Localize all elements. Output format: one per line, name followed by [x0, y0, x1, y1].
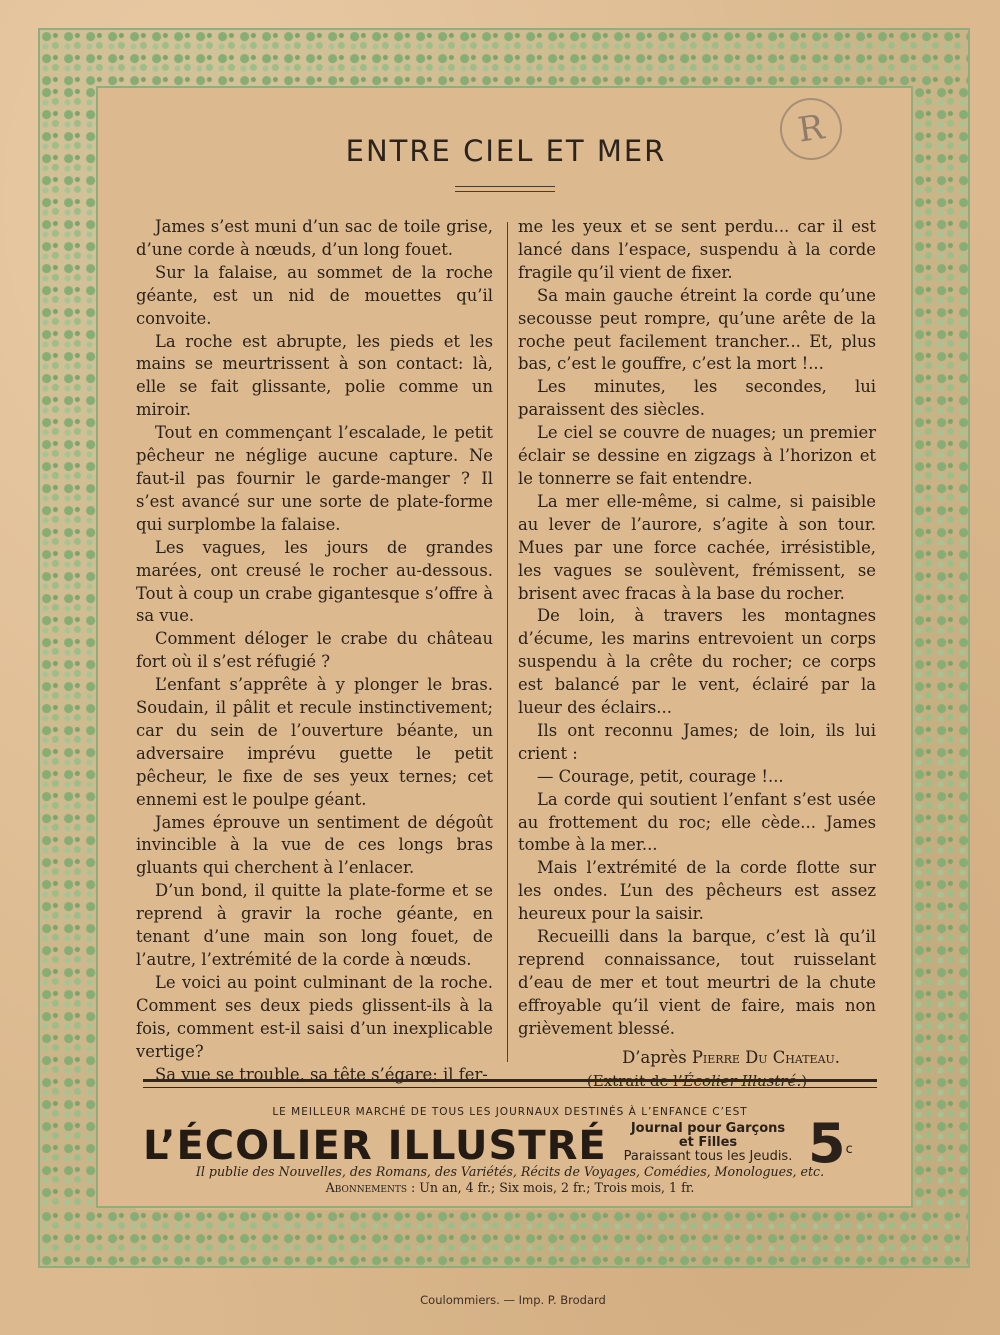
subscriptions-label: Abonnements — [325, 1180, 408, 1195]
left-paragraph-6: Comment déloger le crabe du château fort où il s’est réfugié ? — [136, 629, 493, 672]
advert-contents: Il publie des Nouvelles, des Romans, des Variétés, Récits de Voyages, Comédies, Monologues, etc. — [195, 1164, 825, 1179]
left-paragraph-3: La roche est abrupte, les pieds et les mains se meurtrissent à son contact: là, elle se fait glissante, polie comme un miroir. — [136, 331, 493, 420]
extract-suffix: ) — [801, 1071, 808, 1090]
left-paragraph-7: L’enfant s’apprête à y plonger le bras. Soudain, il pâlit et recule instinctivement; car du sein de l’ouverture béante, un adversaire imprévu guette le petit pêcheur, le fixe de ses yeux ternes; cet ennemi est le poulpe géant. — [136, 675, 493, 809]
section-double-rule — [143, 1079, 877, 1088]
floral-border-right — [913, 86, 968, 1210]
advert-desc-line-1: Journal pour Garçons — [630, 1121, 786, 1136]
signature-prefix: D’après — [622, 1047, 687, 1067]
left-paragraph-9: D’un bond, il quitte la plate-forme et se reprend à gravir la roche géante, en tenant d’une main son long fouet, de l’autre, l’extrémité de la corde à nœuds. — [136, 881, 493, 969]
floral-border-bottom — [40, 1210, 968, 1266]
right-paragraph-3: Le ciel se couvre de nuages; un premier éclair se dessine en zigzags à l’horizon et le tonnerre se fait entendre. — [518, 423, 876, 488]
column-divider — [507, 222, 508, 1062]
advert-description — [613, 1122, 803, 1164]
price-unit: c — [845, 1142, 853, 1157]
right-paragraph-4: La mer elle-même, si calme, si paisible au lever de l’aurore, s’agite à son tour. Mues par une force cachée, irrésistible, les vagues se soulèvent, frémissent, se brisent avec fracas à la base du rocher. — [518, 491, 876, 603]
left-paragraph-4: Tout en commençant l’escalade, le petit pêcheur ne néglige aucune capture. Ne faut-il pas fournir le garde-manger ? Il s’est avancé sur une sorte de plate-forme qui surplombe la falaise. — [136, 423, 493, 534]
right-paragraph-1: Sa main gauche étreint la corde qu’une secousse peut rompre, qu’une arête de la roche peut facilement trancher... Et, plus bas, c’est le gouffre, c’est la mort !... — [518, 285, 876, 374]
signature-author: Pierre Du Chateau. — [691, 1047, 840, 1067]
right-paragraph-7: — Courage, petit, courage !... — [537, 766, 784, 786]
price-value: 5 — [808, 1112, 846, 1175]
floral-border-top — [40, 30, 968, 86]
left-paragraph-11: Sa vue se trouble, sa tête s’égare; il fer- — [155, 1064, 488, 1084]
right-paragraph-2: Les minutes, les secondes, lui paraissent des siècles. — [518, 377, 876, 420]
right-continuation: me les yeux et se sent perdu... car il est lancé dans l’espace, suspendu à la corde fragile qu’il vient de fixer. — [518, 217, 876, 282]
advert-desc-line-3: Paraissant tous les Jeudis. — [623, 1149, 793, 1164]
right-paragraph-8: La corde qui soutient l’enfant s’est usée au frottement du roc; elle cède... James tombe à la mer... — [518, 789, 876, 855]
left-column — [136, 216, 493, 1086]
left-paragraph-10: Le voici au point culminant de la roche. Comment ses deux pieds glissent-ils à la fois, comment est-il saisi d’un inexplicable vertige? — [136, 972, 493, 1061]
advert-tagline: LE MEILLEUR MARCHÉ DE TOUS LES JOURNAUX DESTINÉS À L’ENFANCE C’EST — [272, 1106, 748, 1118]
left-paragraph-5: Les vagues, les jours de grandes marées, ont creusé le rocher au-dessous. Tout à coup un crabe gigantesque s’offre à sa vue. — [136, 537, 493, 626]
extract-prefix: (Extrait de l’ — [586, 1071, 683, 1090]
page-title: ENTRE CIEL ET MER — [345, 134, 667, 168]
title-ornament-rule — [455, 186, 555, 192]
right-paragraph-6: Ils ont reconnu James; de loin, ils lui crient : — [518, 720, 876, 763]
extract-title: Écolier Illustré. — [682, 1071, 802, 1090]
left-paragraph-8: James éprouve un sentiment de dégoût invincible à la vue de ces longs bras gluants qui cherchent à l’enlacer. — [136, 812, 493, 878]
right-paragraph-10: Recueilli dans la barque, c’est là qu’il reprend connaissance, tout ruisselant d’eau de mer et tout meurtri de la chute effroyable qu’il vient de faire, mais non grièvement blessé. — [518, 927, 876, 1038]
right-paragraph-5: De loin, à travers les montagnes d’écume, les marins entrevoient un corps suspendu à la crête du rocher; ce corps est balancé par le vent, éclairé par la lueur des éclairs... — [518, 606, 876, 718]
advert-journal-name: L’ÉCOLIER ILLUSTRÉ — [143, 1123, 607, 1169]
right-paragraph-9: Mais l’extrémité de la corde flotte sur les ondes. L’un des pêcheurs est assez heureux pour la saisir. — [518, 858, 876, 924]
author-signature — [518, 1047, 876, 1070]
advert-desc-line-2: et Filles — [678, 1135, 738, 1150]
left-paragraph-2: Sur la falaise, au sommet de la roche géante, est un nid de mouettes qu’il convoite. — [136, 262, 493, 328]
right-column — [518, 216, 876, 1092]
advert-subscriptions — [143, 1180, 877, 1195]
subscriptions-text: : Un an, 4 fr.; Six mois, 2 fr.; Trois mois, 1 fr. — [407, 1180, 695, 1195]
left-paragraph-1: James s’est muni d’un sac de toile grise, d’une corde à nœuds, d’un long fouet. — [136, 217, 493, 259]
stamp-letter: R — [795, 107, 827, 151]
printer-imprint: Coulommiers. — Imp. P. Brodard — [420, 1293, 606, 1307]
